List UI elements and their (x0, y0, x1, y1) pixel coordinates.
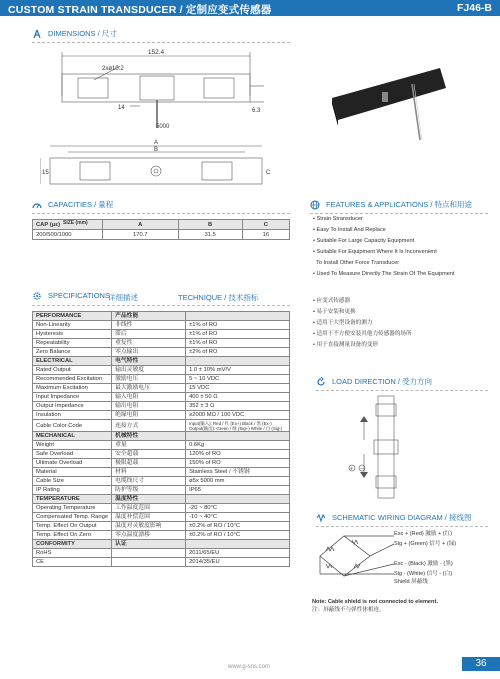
table-row: Hysteresis 滞后 ±1% of RO (33, 330, 290, 339)
table-row: Maximum Excitation 最大激励电压 15 VDC (33, 384, 290, 393)
table-row: Cable Color Code 连接方式 Input(输入): Red / 红 (Ex+) Black / 黑 (Ex-) Output(输出): Green / 绿 (Sig+) White / 白 (Sig-) (33, 420, 290, 432)
list-item: • 应变式传感器 (313, 298, 351, 304)
schematic-icon (316, 513, 326, 523)
spec-group-row: MECHANICAL 机械特性 (33, 432, 290, 441)
gauge-icon (32, 200, 42, 210)
wiring-note: Note: Cable shield is not connected to element. 注：屏蔽线不与弹性体相连。 (312, 599, 438, 613)
spec-group-row: PERFORMANCE 产品性能 (33, 312, 290, 321)
spec-heading: SPECIFICATIONS (32, 291, 110, 301)
dimensions-title: DIMENSIONS / 尺寸 (48, 29, 117, 38)
table-row: Safe Overload 安全超载 120% of RO (33, 450, 290, 459)
table-row: Rated Output 输出灵敏度 1.0 ± 10% mV/V (33, 366, 290, 375)
list-item: • 用于直接测量设备的变形 (313, 342, 379, 348)
table-row: RoHS 2011/65/EU (33, 549, 290, 558)
list-item: • 适用于不方便安装其他力传感器的场所 (313, 331, 412, 337)
compass-icon (32, 29, 42, 39)
table-row: Non-Linearity 非线性 ±1% of RO (33, 321, 290, 330)
list-item: • Strain Stransducer (313, 216, 363, 222)
list-item: • Suitable For Equipment Where It Is Inconvenient (313, 249, 437, 255)
refresh-icon (316, 377, 326, 387)
model-code: FJ46-B (456, 2, 492, 14)
dimension-drawing (40, 46, 290, 196)
table-row: Recommended Excitation 激励电压 5 ~ 10 VDC (33, 375, 290, 384)
table-row: Ultimate Overload 极限超载 150% of RO (33, 459, 290, 468)
spec-table (32, 311, 290, 567)
table-row: Cable Size 电缆线尺寸 ø5x 5000 mm (33, 477, 290, 486)
capacities-heading (32, 199, 113, 210)
list-item: • 易于安装和更换 (313, 309, 356, 315)
table-row: Input Impedance 输入电阻 400 ± 50 Ω (33, 393, 290, 402)
dim-c: C (266, 170, 271, 176)
globe-icon (310, 200, 320, 210)
table-row: CE 2014/35/EU (33, 558, 290, 567)
dim-a: A (153, 140, 159, 146)
footer-url: www.g-sns.com (228, 664, 271, 670)
dim-cable: 5000 (156, 124, 170, 130)
list-item: • Suitable For Large Capacity Equipment (313, 238, 415, 244)
wiring-diagram (312, 526, 402, 588)
dim-h2: 6.3 (252, 108, 261, 114)
load-heading: LOAD DIRECTION / 受力方向 (316, 376, 432, 387)
dim-holes: 2xø10.2 (102, 66, 124, 72)
table-row: Repeatability 重复性 ±1% of RO (33, 339, 290, 348)
list-item: • 适用于大型设备的测力 (313, 320, 373, 326)
table-row: Weight 重量 0.6Kg (33, 441, 290, 450)
dim-width: 152.4 (147, 49, 165, 56)
list-item: To Install Other Force Transducer (316, 260, 400, 266)
table-row: Compensated Temp. Range 温度补偿范围 -10 ~ 40°C (33, 513, 290, 522)
minus-icon: − (360, 466, 364, 473)
spec-title-tech: TECHNIQUE / 技术指标 (178, 293, 259, 302)
gear-icon (32, 291, 42, 301)
page-title: CUSTOM STRAIN TRANSDUCER / 定制应变式传感器 (8, 4, 272, 16)
table-row: Temp. Effect On Zero 零点温度漂移 ±0.2% of RO / 10°C (33, 531, 290, 540)
plus-icon: + (349, 466, 354, 473)
features-en (313, 214, 493, 280)
capacities-title: CAPACITIES / 量程 (48, 200, 114, 209)
table-row: Output Impedance 输出电阻 352 ± 3 Ω (33, 402, 290, 411)
table-row: IP Rating 防护等级 IP65 (33, 486, 290, 495)
dimensions-heading (32, 28, 117, 39)
spec-title-cn: 详细描述 (108, 293, 138, 302)
table-row: Material 材料 Stainless Steel / 不锈钢 (33, 468, 290, 477)
table-row: Operating Temperature 工作温度范围 -20 ~ 80°C (33, 504, 290, 513)
load-direction-drawing (338, 392, 418, 504)
dim-b: B (153, 147, 159, 153)
wiring-heading: SCHEMATIC WIRING DIAGRAM / 接线图 (316, 512, 471, 523)
capacities-table: CAP (μɛ) SIZE (mm) A B C 200/500/1000 170.7 31.5 16 (32, 219, 290, 240)
spec-group-row: ELECTRICAL 电气特性 (33, 357, 290, 366)
list-item: • Easy To Install And Replace (313, 227, 386, 233)
table-row: Temp. Effect On Output 温度对灵敏度影响 ±0.2% of RO / 10°C (33, 522, 290, 531)
table-row: Insulation 绝缘电阻 ≥2000 MΩ / 100 VDC (33, 411, 290, 420)
list-item: • Used To Measure Directly The Strain Of The Equipment (313, 271, 455, 277)
features-cn (313, 296, 493, 351)
table-row: 200/500/1000 170.7 31.5 16 (33, 230, 290, 240)
wiring-labels: Exc + (Red) 激励 + (红) Sig + (Green) 信号 + (绿) Exc - (Black) 激励 - (黑) Sig - (White) 信号 - (白) Shield 屏蔽线 (394, 531, 457, 585)
spec-group-row: TEMPERATURE 温度特性 (33, 495, 290, 504)
dim-d: 15 (42, 170, 49, 176)
spec-group-row: CONFORMITY 认证 (33, 540, 290, 549)
page-number: 36 (462, 657, 500, 671)
dim-h1: 14 (118, 105, 125, 111)
product-photo (322, 60, 462, 150)
table-row: Zero Balance 零点输出 ±2% of RO (33, 348, 290, 357)
features-heading: FEATURES & APPLICATIONS / 特点和用途 (310, 199, 472, 210)
